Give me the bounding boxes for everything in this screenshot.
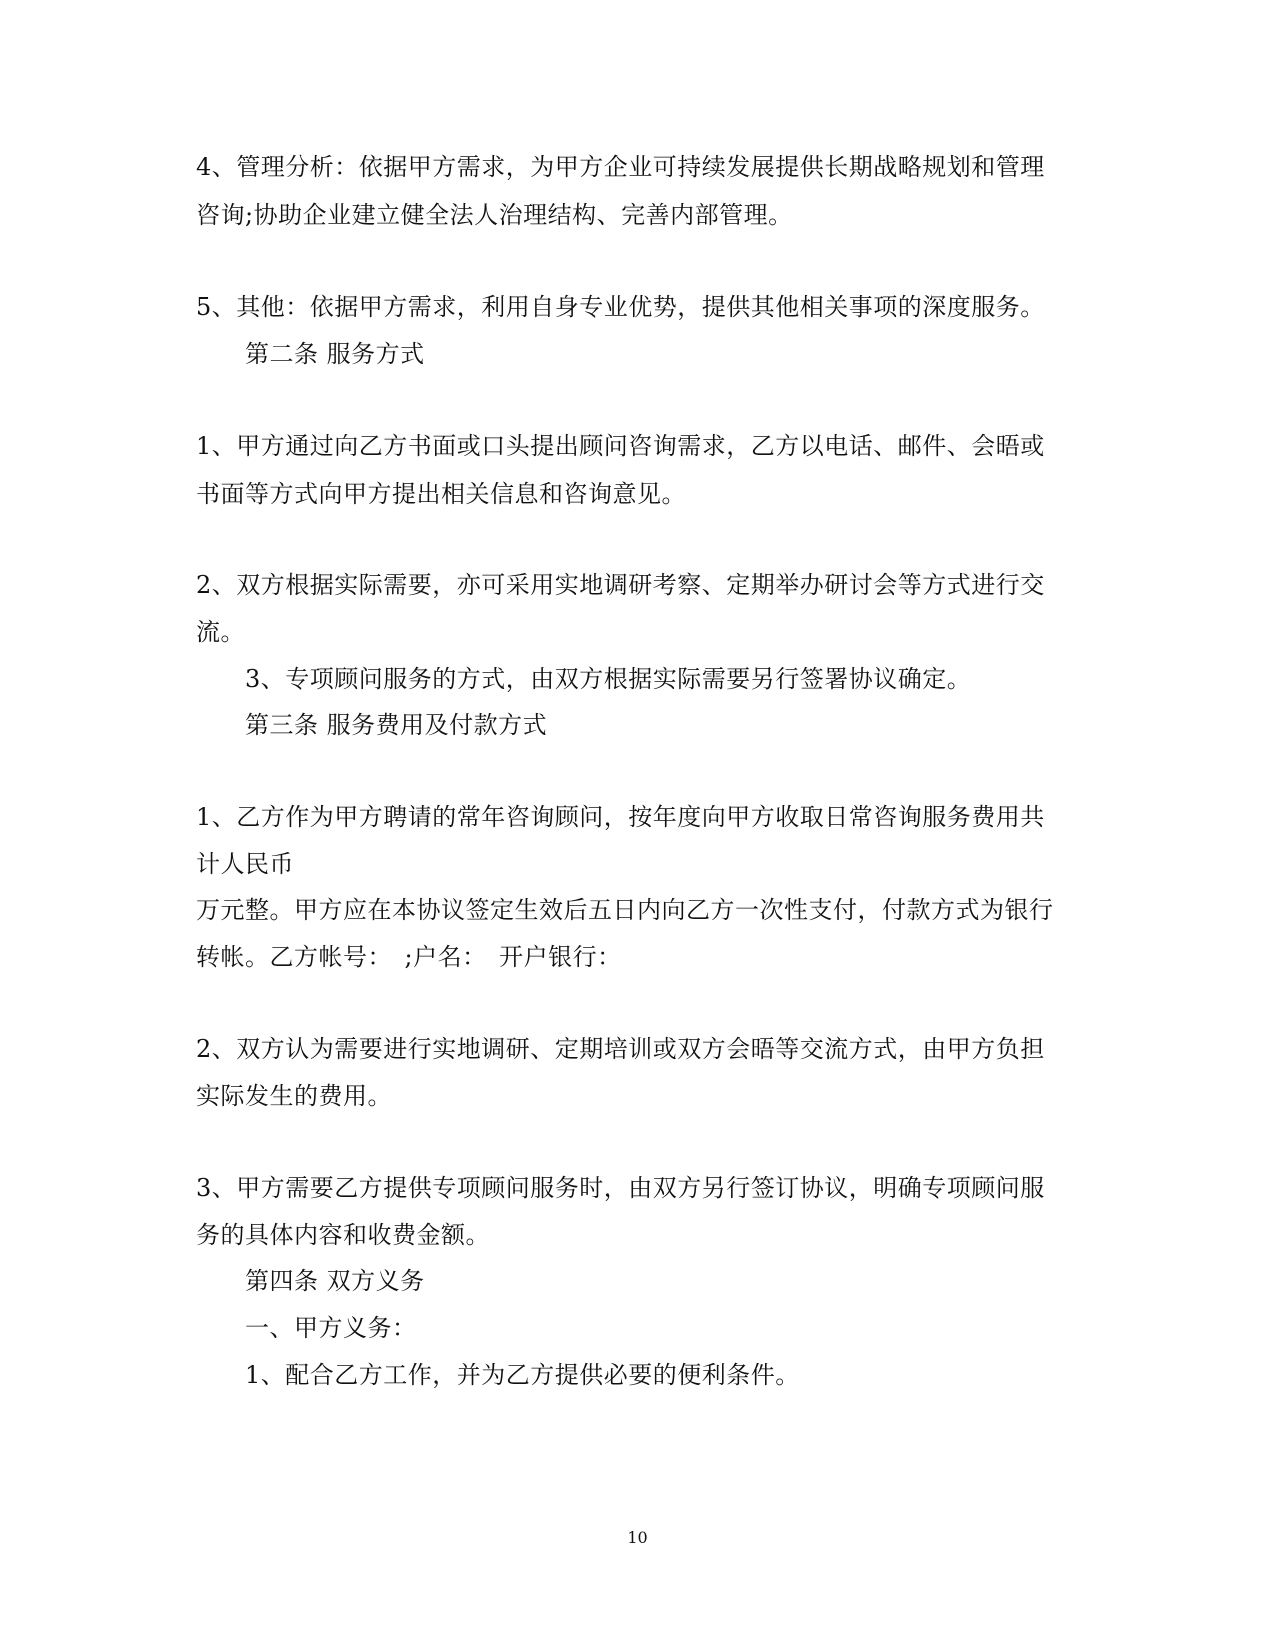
paragraph-line: 流。 [196, 618, 245, 646]
paragraph-line: 书面等方式向甲方提出相关信息和咨询意见。 [196, 480, 686, 508]
section-heading: 第四条 双方义务 [245, 1267, 425, 1295]
paragraph-line: 计人民币 [196, 850, 294, 878]
section-heading: 第二条 服务方式 [245, 340, 425, 368]
paragraph-line: 3、专项顾问服务的方式，由双方根据实际需要另行签署协议确定。 [245, 665, 972, 693]
paragraph-line: 咨询;协助企业建立健全法人治理结构、完善内部管理。 [196, 201, 793, 229]
paragraph-line: 1、甲方通过向乙方书面或口头提出顾问咨询需求，乙方以电话、邮件、会晤或 [196, 432, 1045, 460]
paragraph-line: 1、乙方作为甲方聘请的常年咨询顾问，按年度向甲方收取日常咨询服务费用共 [196, 803, 1045, 831]
paragraph-line: 2、双方根据实际需要，亦可采用实地调研考察、定期举办研讨会等方式进行交 [196, 571, 1045, 599]
paragraph-line: 2、双方认为需要进行实地调研、定期培训或双方会晤等交流方式，由甲方负担 [196, 1035, 1045, 1063]
paragraph-line: 实际发生的费用。 [196, 1082, 392, 1110]
page-number: 10 [627, 1528, 648, 1547]
section-heading: 第三条 服务费用及付款方式 [245, 711, 548, 739]
paragraph-line: 1、配合乙方工作，并为乙方提供必要的便利条件。 [245, 1361, 800, 1389]
paragraph-line: 务的具体内容和收费金额。 [196, 1221, 490, 1249]
paragraph-line: 5、其他：依据甲方需求，利用自身专业优势，提供其他相关事项的深度服务。 [196, 293, 1045, 321]
paragraph-line: 转帐。乙方帐号： ;户名： 开户银行： [196, 943, 622, 971]
paragraph-line: 3、甲方需要乙方提供专项顾问服务时，由双方另行签订协议，明确专项顾问服 [196, 1174, 1045, 1202]
subsection-heading: 一、甲方义务： [245, 1314, 417, 1342]
paragraph-line: 4、管理分析：依据甲方需求，为甲方企业可持续发展提供长期战略规划和管理 [196, 153, 1045, 181]
paragraph-line: 万元整。甲方应在本协议签定生效后五日内向乙方一次性支付，付款方式为银行 [196, 896, 1054, 924]
